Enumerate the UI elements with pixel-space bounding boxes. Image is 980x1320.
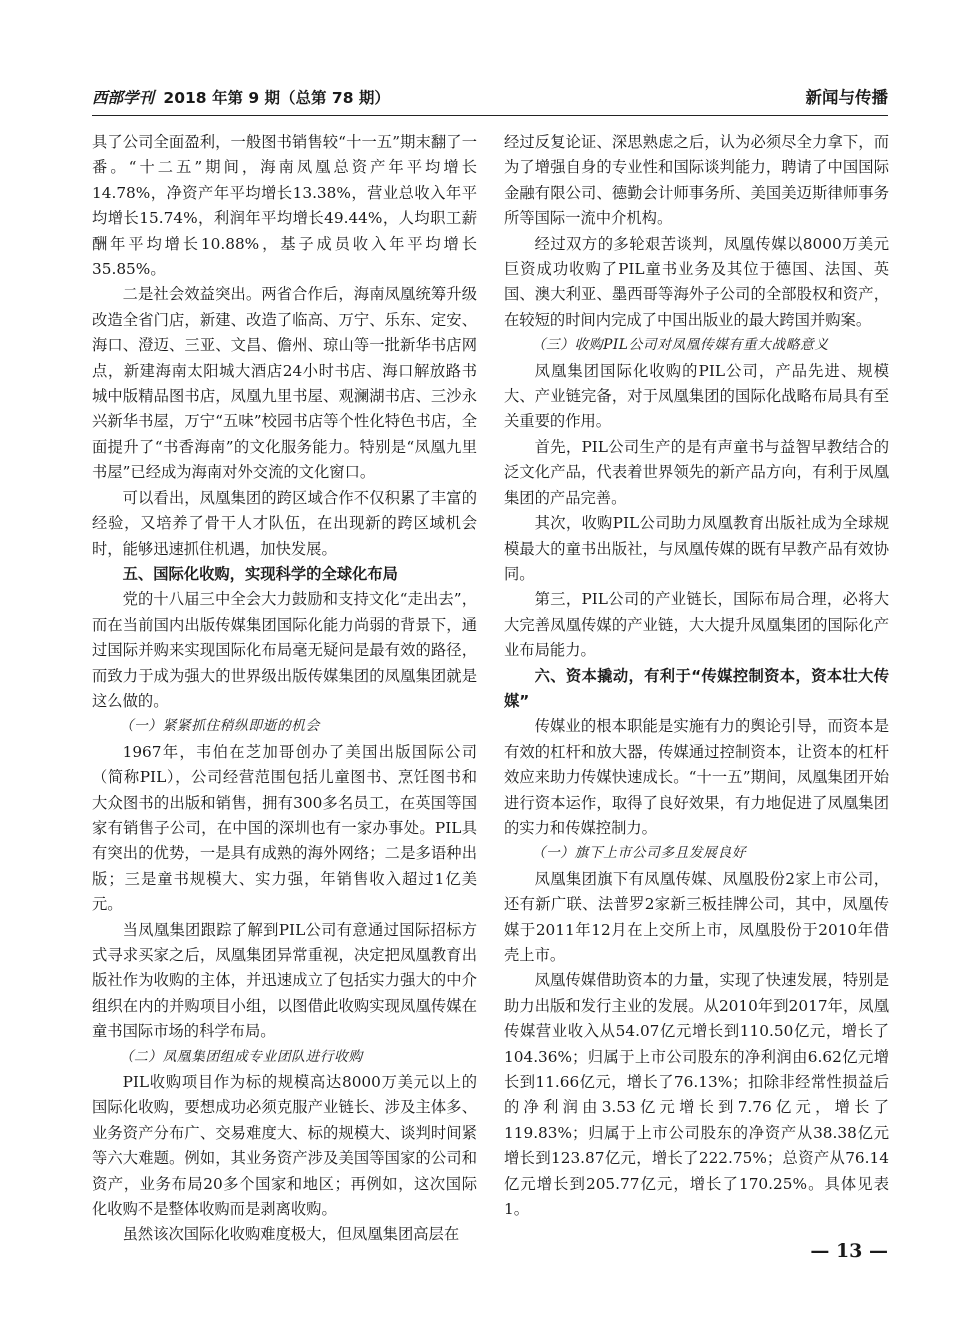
right-column [504, 130, 889, 1222]
journal-title [92, 86, 390, 108]
paragraph: 其次，收购PIL公司助力凤凰教育出版社成为全球规模最大的童书出版社，与凤凰传媒的既有早教产品有效协同。 [504, 514, 889, 583]
paragraph: 具了公司全面盈利，一般图书销售较“十一五”期末翻了一番。“十二五”期间，海南凤凰总资产年平均增长14.78%，净资产年平均增长13.38%，营业总收入年平均增长15.74%，利润年平均增长49.44%，人均职工薪酬年平均增长10.88%，基子成员收入年平均增长35.85%。 [92, 133, 477, 279]
paragraph: 可以看出，凤凰集团的跨区域合作不仅积累了丰富的经验，又培养了骨干人才队伍，在出现新的跨区域机会时，能够迅速抓住机遇，加快发展。 [92, 488, 477, 558]
subsection-heading: （三）收购PIL公司对凤凰传媒有重大战略意义 [531, 337, 829, 354]
paragraph: 当凤凰集团跟踪了解到PIL公司有意通过国际招标方式寻求买家之后，凤凰集团异常重视，决定把凤凰教育出版社作为收购的主体，并迅速成立了包括实力强大的中介组织在内的并购项目小组，以图借此收购实现凤凰传媒在童书国际市场的科学布局。 [92, 920, 477, 1041]
issue-info: 2018 年第 9 期（总第 78 期） [163, 89, 390, 107]
section-title: 新闻与传播 [805, 88, 888, 107]
subsection-heading: （二）凤凰集团组成专业团队进行收购 [119, 1048, 363, 1065]
paragraph: 第三，PIL公司的产业链长，国际布局合理，必将大大完善凤凰传媒的产业链，大大提升凤凰集团的国际化产业布局能力。 [504, 590, 889, 660]
journal-logo: 西部学刊 [92, 88, 155, 107]
paragraph: 凤凰集团旗下有凤凰传媒、凤凰股份2家上市公司，还有新广联、法普罗2家新三板挂牌公司，其中，凤凰传媒于2011年12月在上交所上市，凤凰股份于2010年借壳上市。 [504, 869, 889, 964]
page-header [92, 84, 888, 114]
paragraph: 虽然该次国际化收购难度极大，但凤凰集团高层在 [122, 1225, 460, 1244]
page-number: — 13 — [810, 1240, 888, 1262]
paragraph: 凤凰集团国际化收购的PIL公司，产品先进、规模大、产业链完备，对于凤凰集团的国际化战略布局具有至关重要的作用。 [504, 361, 889, 431]
section-heading: 五、国际化收购，实现科学的全球化布局 [122, 564, 398, 583]
paragraph: PIL收购项目作为标的规模高达8000万美元以上的国际化收购，要想成功必须克服产业链长、涉及主体多、业务资产分布广、交易难度大、标的规模大、谈判时间紧等六大难题。例如，其业务资产涉及美国等国家的公司和资产，业务布局20多个国家和地区；再例如，这次国际化收购不是整体收购而是剥离收购。 [92, 1073, 477, 1219]
subsection-heading: （一）紧紧抓住稍纵即逝的机会 [119, 718, 320, 735]
subsection-heading: （一）旗下上市公司多且发展良好 [531, 845, 747, 862]
left-column [92, 130, 477, 1248]
paragraph: 二是社会效益突出。两省合作后，海南凤凰统筹升级改造全省门店，新建、改造了临高、万宁、乐东、定安、海口、澄迈、三亚、文昌、儋州、琼山等一批新华书店网点，新建海南太阳城大酒店24小时书店、海口解放路书城中版精品图书店，凤凰九里书屋、观澜湖书店、三沙永兴新华书屋，万宁“五味”校园书店等个性化特色书店，全面提升了“书香海南”的文化服务能力。特别是“凤凰九里书屋”已经成为海南对外交流的文化窗口。 [92, 285, 477, 482]
paragraph: 传媒业的根本职能是实施有力的舆论引导，而资本是有效的杠杆和放大器，传媒通过控制资本，让资本的杠杆效应来助力传媒快速成长。“十一五”期间，凤凰集团开始进行资本运作，取得了良好效果，有力地促进了凤凰集团的实力和传媒控制力。 [504, 717, 889, 837]
paragraph: 党的十八届三中全会大力鼓励和支持文化“走出去”，而在当前国内出版传媒集团国际化能力尚弱的背景下，通过国际并购来实现国际化布局毫无疑问是最有效的路径，而致力于成为强大的世界级出版传媒集团的凤凰集团就是这么做的。 [92, 590, 477, 710]
paragraph: 凤凰传媒借助资本的力量，实现了快速发展，特别是助力出版和发行主业的发展。从2010年到2017年，凤凰传媒营业收入从54.07亿元增长到110.50亿元，增长了104.36%；归属于上市公司股东的净利润由6.62亿元增长到11.66亿元，增长了76.13%；扣除非经常性损益后的净利润由3.53亿元增长到7.76亿元，增长了119.83%；归属于上市公司股东的净资产从38.38亿元增长到123.87亿元，增长了222.75%；总资产从76.14亿元增长到205.77亿元，增长了170.25%。具体见表1。 [504, 971, 889, 1219]
paragraph: 经过反复论证、深思熟虑之后，认为必须尽全力拿下，而为了增强自身的专业性和国际谈判能力，聘请了中国国际金融有限公司、德勤会计师事务所、美国美迈斯律师事务所等国际一流中介机构。 [504, 133, 889, 228]
paragraph: 经过双方的多轮艰苦谈判，凤凰传媒以8000万美元巨资成功收购了PIL童书业务及其位于德国、法国、英国、澳大利亚、墨西哥等海外子公司的全部股权和资产，在较短的时间内完成了中国出版业的最大跨国并购案。 [504, 234, 889, 329]
section-heading: 六、资本撬动，有利于“传媒控制资本，资本壮大传媒” [504, 666, 889, 710]
paragraph: 1967年，韦伯在芝加哥创办了美国出版国际公司（简称PIL），公司经营范围包括儿童图书、烹饪图书和大众图书的出版和销售，拥有300多名员工，在英国等国家有销售子公司，在中国的深圳也有一家办事处。PIL具有突出的优势，一是具有成熟的海外网络；二是多语种出版；三是童书规模大、实力强，年销售收入超过1亿美元。 [92, 742, 477, 914]
paragraph: 首先，PIL公司生产的是有声童书与益智早教结合的泛文化产品，代表着世界领先的新产品方向，有利于凤凰集团的产品完善。 [504, 437, 889, 507]
header-rule [92, 115, 888, 116]
